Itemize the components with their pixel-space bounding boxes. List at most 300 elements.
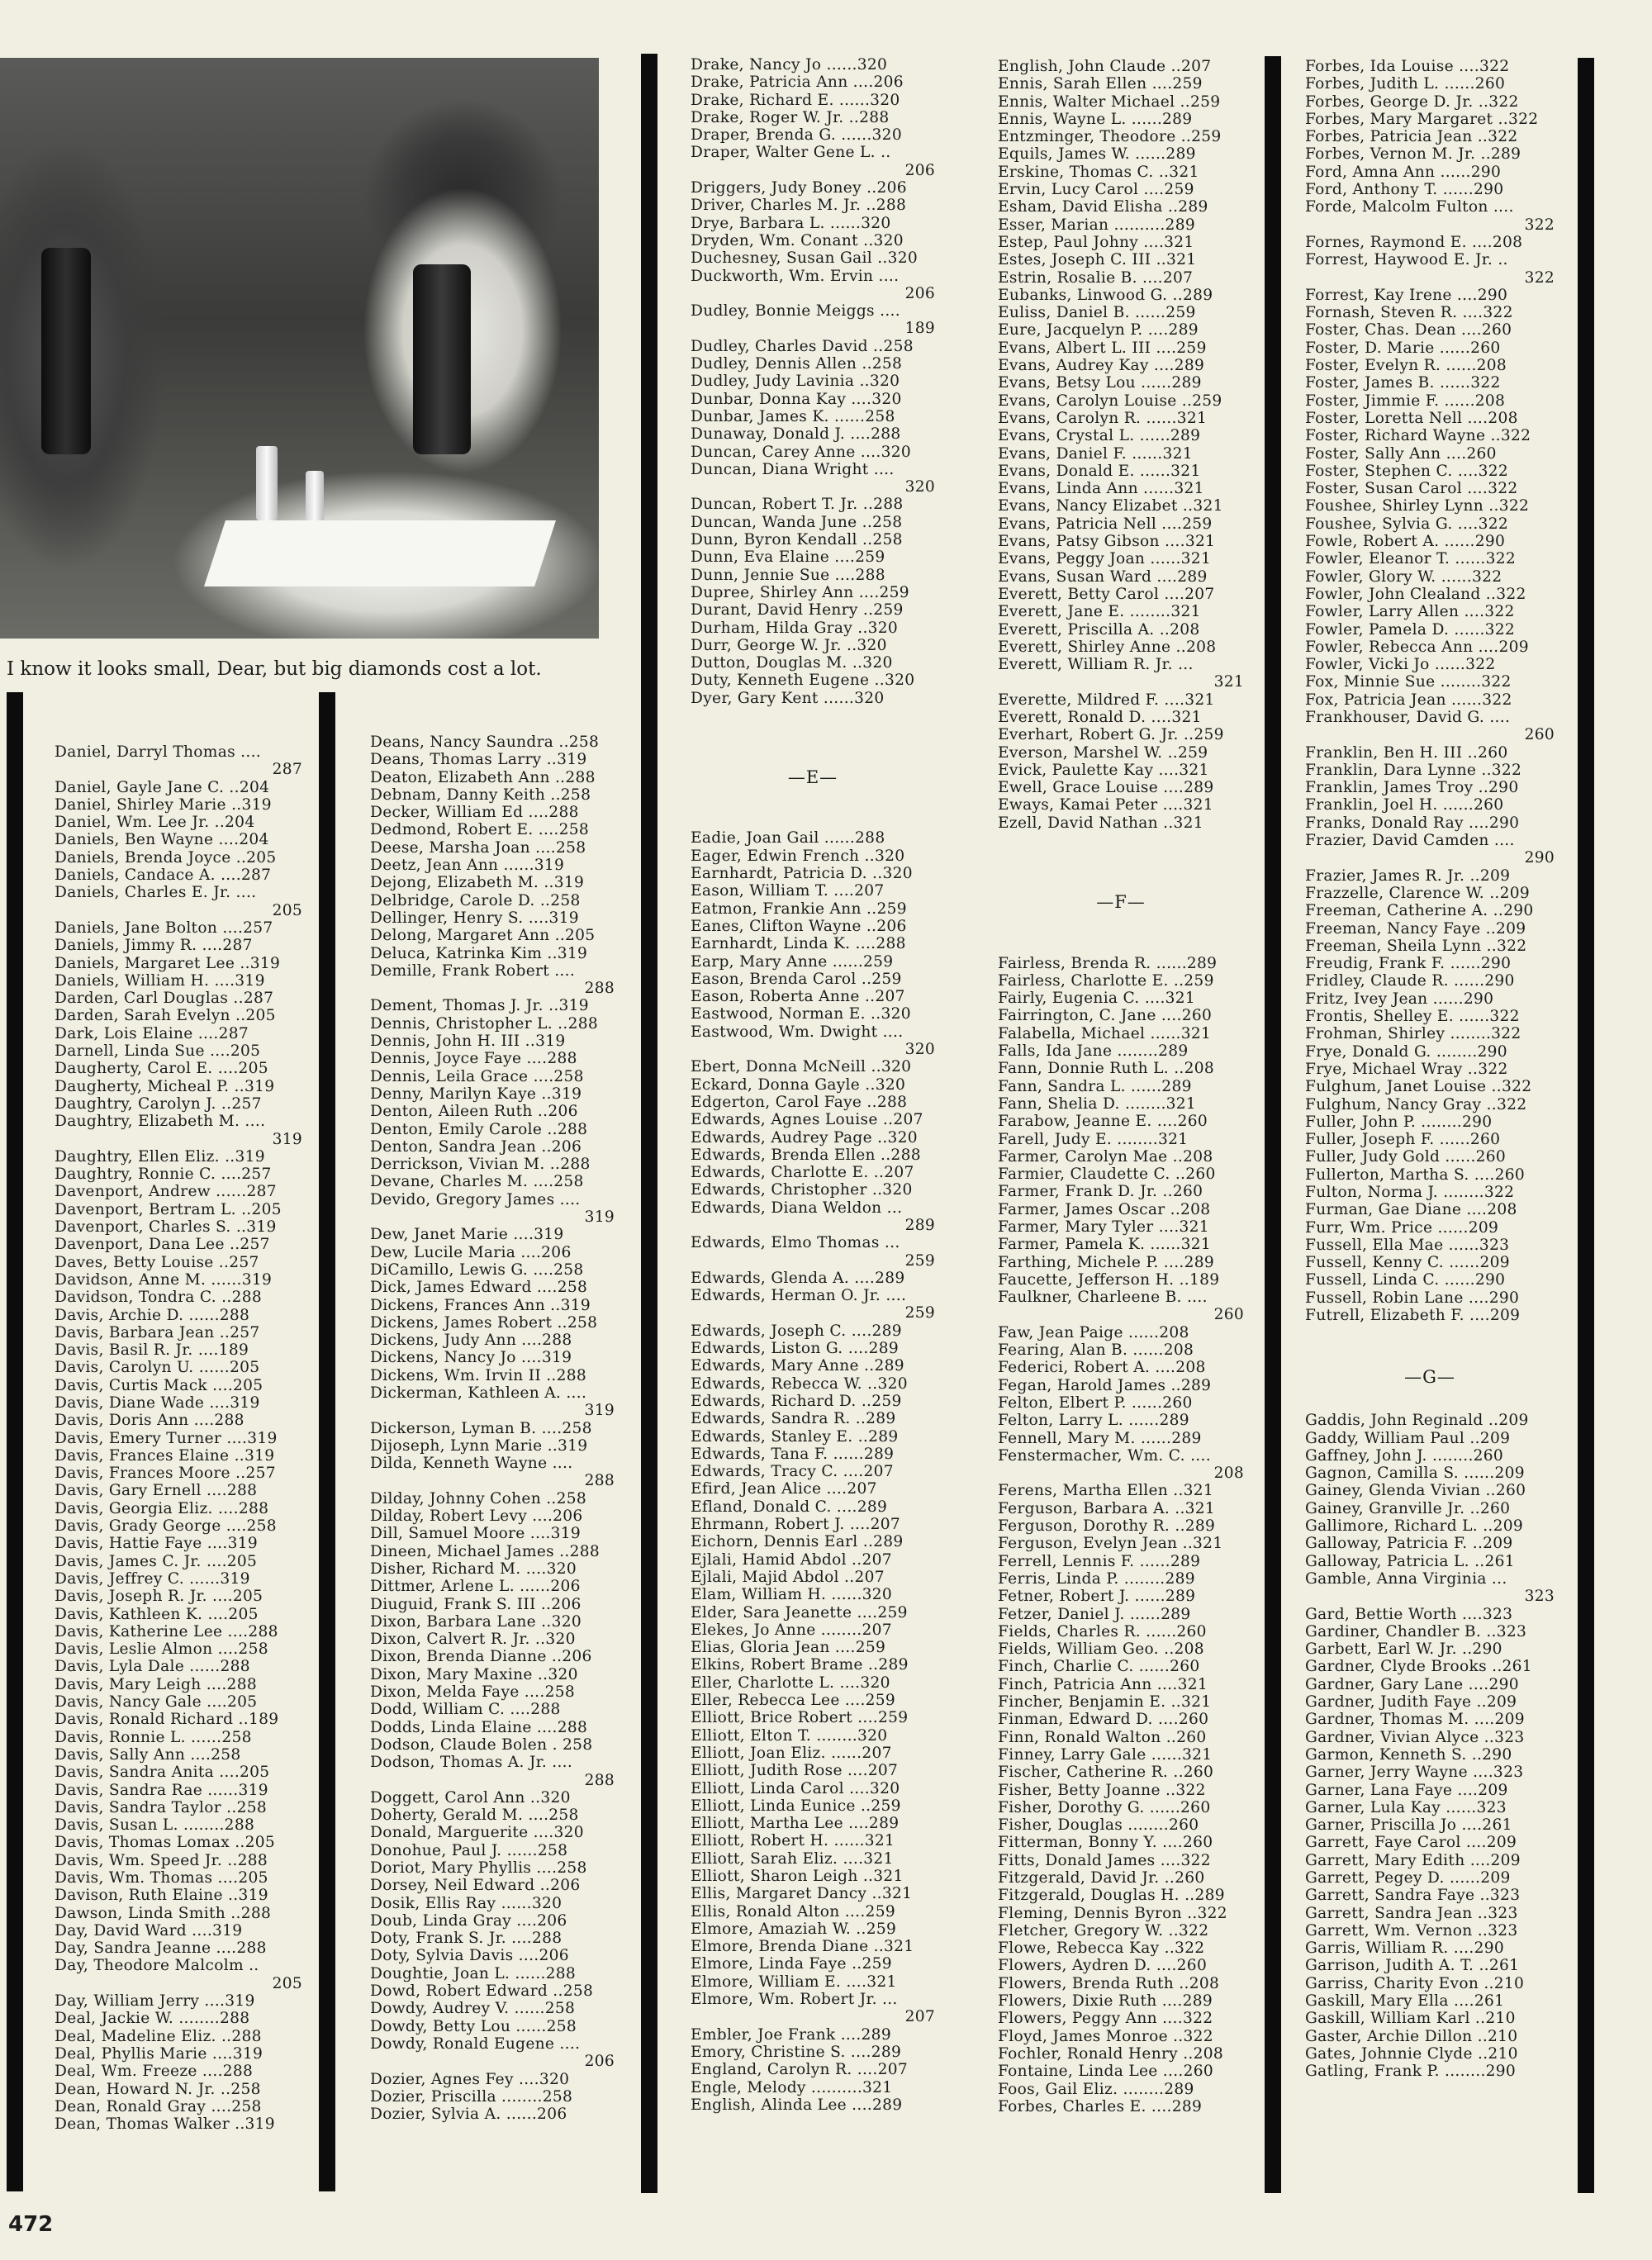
index-entry: Dennis, Leila Grace ....258 bbox=[370, 1067, 584, 1085]
index-entry: Fussell, Ella Mae ......323 bbox=[1305, 1236, 1510, 1254]
index-entry: Felton, Elbert P. ......260 bbox=[998, 1394, 1193, 1412]
index-entry: Eanes, Clifton Wayne ..206 bbox=[691, 917, 907, 935]
index-entry: Eadie, Joan Gail ......288 bbox=[691, 829, 885, 848]
spacer bbox=[691, 743, 935, 760]
index-entry: Dunn, Eva Elaine ....259 bbox=[691, 548, 885, 567]
index-entry: Durr, George W. Jr. ..320 bbox=[691, 636, 887, 654]
index-entry: Debnam, Danny Keith ..258 bbox=[370, 786, 591, 804]
index-entry: Frontis, Shelley E. ......322 bbox=[1305, 1008, 1520, 1026]
index-entry: Daniel, Gayle Jane C. ..204 bbox=[55, 778, 270, 796]
index-entry: Edwards, Agnes Louise ..207 bbox=[691, 1111, 923, 1129]
index-entry: Dodson, Thomas A. Jr. .... bbox=[370, 1754, 573, 1772]
index-entry: Eatmon, Frankie Ann ..259 bbox=[691, 900, 907, 918]
index-entry: Frankhouser, David G. .... bbox=[1305, 708, 1511, 726]
entry-page-ref: 322 bbox=[1524, 268, 1555, 287]
index-entry: Forrest, Kay Irene ....290 bbox=[1305, 286, 1508, 304]
index-entry: Davis, Leslie Almon ....258 bbox=[55, 1640, 268, 1659]
index-entry: Draper, Walter Gene L. .. bbox=[691, 144, 891, 162]
index-entry: Elmore, Amaziah W. ..259 bbox=[691, 1920, 897, 1938]
index-entry: Daugherty, Micheal P. ..319 bbox=[55, 1077, 275, 1095]
index-entry: Farmer, Frank D. Jr. ..260 bbox=[998, 1183, 1203, 1201]
index-entry: Ennis, Sarah Ellen ....259 bbox=[998, 75, 1203, 93]
index-entry: Dodson, Claude Bolen . 258 bbox=[370, 1735, 593, 1754]
index-entry: Dunbar, James K. ......258 bbox=[691, 407, 895, 425]
index-entry: Davis, Frances Elaine ..319 bbox=[55, 1446, 275, 1465]
index-entry: Garbett, Earl W. Jr. ..290 bbox=[1305, 1640, 1502, 1659]
index-entry: Edwards, Sandra R. ..289 bbox=[691, 1410, 896, 1428]
index-entry: Fairly, Eugenia C. ....321 bbox=[998, 990, 1196, 1008]
column-rule bbox=[319, 692, 335, 2191]
index-entry: Edwards, Liston G. ....289 bbox=[691, 1340, 899, 1358]
index-entry: Evans, Carolyn Louise ..259 bbox=[998, 392, 1222, 410]
index-entry: Elmore, Linda Faye ..259 bbox=[691, 1955, 892, 1973]
index-entry: Doty, Frank S. Jr. ....288 bbox=[370, 1930, 563, 1948]
index-entry: Fussell, Robin Lane ....290 bbox=[1305, 1289, 1520, 1307]
index-entry: Daniels, Charles E. Jr. .... bbox=[55, 884, 257, 902]
index-entry: Dixon, Melda Faye ....258 bbox=[370, 1683, 575, 1702]
index-entry: Everett, Jane E. ........321 bbox=[998, 603, 1201, 621]
index-entry: Garner, Jerry Wayne ....323 bbox=[1305, 1764, 1524, 1782]
entry-page-ref: 287 bbox=[272, 761, 302, 779]
index-entry: Galloway, Patricia F. ..209 bbox=[1305, 1535, 1513, 1553]
index-entry: Evans, Audrey Kay ....289 bbox=[998, 357, 1205, 375]
index-entry: Fenstermacher, Wm. C. .... bbox=[998, 1446, 1211, 1465]
entry-page-ref: 206 bbox=[904, 161, 935, 179]
index-entry: Forbes, Patricia Jean ..322 bbox=[1305, 128, 1518, 146]
index-entry: Devane, Charles M. ....258 bbox=[370, 1173, 584, 1191]
index-entry: Edwards, Tana F. ......289 bbox=[691, 1445, 895, 1463]
index-entry: Forbes, Mary Margaret ..322 bbox=[1305, 110, 1539, 128]
index-entry: Earnhardt, Patricia D. ..320 bbox=[691, 865, 913, 883]
index-entry: Edwards, Charlotte E. ..207 bbox=[691, 1164, 914, 1182]
entry-page-ref: 259 bbox=[904, 1304, 935, 1322]
index-entry: Dudley, Charles David ..258 bbox=[691, 337, 914, 355]
index-entry: Evans, Daniel F. ......321 bbox=[998, 444, 1193, 463]
index-entry: Edwards, Herman O. Jr. .... bbox=[691, 1287, 907, 1305]
entry-page-ref: 289 bbox=[904, 1217, 935, 1234]
index-entry: Everett, Shirley Anne ..208 bbox=[998, 638, 1217, 656]
index-entry: Eason, William T. ....207 bbox=[691, 882, 885, 900]
index-entry: Davenport, Bertram L. ..205 bbox=[55, 1200, 282, 1218]
index-entry: Edwards, Elmo Thomas ... bbox=[691, 1234, 900, 1252]
entry-page-ref: 205 bbox=[272, 901, 302, 919]
index-entry: Fowler, Eleanor T. ......322 bbox=[1305, 550, 1517, 568]
index-entry: Davis, Wm. Speed Jr. ..288 bbox=[55, 1851, 268, 1869]
index-entry: Davis, Basil R. Jr. ....189 bbox=[55, 1341, 249, 1360]
index-entry: Federici, Robert A. ....208 bbox=[998, 1359, 1206, 1377]
index-entry: Daughtry, Elizabeth M. .... bbox=[55, 1113, 266, 1131]
index-entry: Edwards, Diana Weldon ... bbox=[691, 1199, 903, 1217]
index-entry: Ervin, Lucy Carol ....259 bbox=[998, 181, 1194, 199]
index-entry: Dejong, Elizabeth M. ..319 bbox=[370, 874, 585, 892]
index-entry: Duncan, Diana Wright .... bbox=[691, 460, 895, 478]
page-number: 472 bbox=[8, 2212, 54, 2237]
index-entry: Fennell, Mary M. ......289 bbox=[998, 1429, 1202, 1447]
index-entry: Edwards, Christopher ..320 bbox=[691, 1181, 913, 1199]
index-entry: Dickens, James Robert ..258 bbox=[370, 1313, 598, 1332]
index-entry: Fowle, Robert A. ......290 bbox=[1305, 533, 1506, 551]
index-column bbox=[998, 58, 1244, 2115]
index-entry: Franks, Donald Ray ....290 bbox=[1305, 814, 1520, 832]
index-entry: Devido, Gregory James .... bbox=[370, 1190, 581, 1208]
index-entry: Dodd, William C. ....288 bbox=[370, 1701, 561, 1719]
index-entry: Gatling, Frank P. ........290 bbox=[1305, 2063, 1517, 2081]
index-entry: Fowler, Glory W. ......322 bbox=[1305, 567, 1502, 586]
index-entry: Fowler, John Clealand ..322 bbox=[1305, 585, 1526, 603]
index-entry: Fitzgerald, Douglas H. ..289 bbox=[998, 1887, 1225, 1905]
index-entry: Dudley, Dennis Allen ..258 bbox=[691, 355, 903, 373]
entry-page-ref: 189 bbox=[904, 320, 935, 338]
index-entry: Frazier, David Camden .... bbox=[1305, 832, 1515, 850]
index-entry: Edwards, Rebecca W. ..320 bbox=[691, 1375, 908, 1393]
index-entry: Dowdy, Ronald Eugene .... bbox=[370, 2034, 581, 2053]
index-entry: Doub, Linda Gray ....206 bbox=[370, 1911, 567, 1930]
index-entry: Garner, Priscilla Jo ....261 bbox=[1305, 1816, 1512, 1835]
index-entry: Elliott, Judith Rose ....207 bbox=[691, 1762, 899, 1780]
index-entry: Davis, Wm. Thomas ....205 bbox=[55, 1869, 268, 1887]
index-entry: Dowdy, Audrey V. ......258 bbox=[370, 2000, 576, 2018]
index-entry: Davis, Ronald Richard ..189 bbox=[55, 1711, 279, 1729]
index-entry: Davis, Joseph R. Jr. ....205 bbox=[55, 1588, 263, 1606]
index-entry: Fisher, Dorothy G. ......260 bbox=[998, 1798, 1211, 1816]
entry-page-ref: 288 bbox=[584, 1771, 615, 1789]
index-entry: Gaddy, William Paul ..209 bbox=[1305, 1429, 1511, 1447]
index-entry: Davis, Thomas Lomax ..205 bbox=[55, 1834, 276, 1852]
index-entry: Evans, Betsy Lou ......289 bbox=[998, 374, 1202, 392]
index-entry: Davison, Ruth Elaine ..319 bbox=[55, 1887, 268, 1905]
index-entry: Farmer, James Oscar ..208 bbox=[998, 1200, 1211, 1218]
index-entry: Fields, Charles R. ......260 bbox=[998, 1622, 1207, 1640]
index-entry: Foushee, Shirley Lynn ..322 bbox=[1305, 497, 1530, 515]
index-entry: Gardiner, Chandler B. ..323 bbox=[1305, 1622, 1527, 1640]
index-entry: Davis, Sandra Anita ....205 bbox=[55, 1764, 270, 1782]
index-entry: Disher, Richard M. ....320 bbox=[370, 1560, 577, 1578]
lab-papers bbox=[204, 520, 556, 586]
index-entry: Gard, Bettie Worth ....323 bbox=[1305, 1605, 1513, 1623]
index-entry: Day, Theodore Malcolm .. bbox=[55, 1957, 259, 1975]
index-column bbox=[55, 743, 302, 2133]
letter-heading: —G— bbox=[1404, 1366, 1455, 1387]
index-entry: Esham, David Elisha ..289 bbox=[998, 198, 1208, 216]
index-entry: Dudley, Bonnie Meiggs .... bbox=[691, 302, 900, 320]
index-entry: Fornash, Steven R. ....322 bbox=[1305, 304, 1513, 322]
index-entry: Dixon, Barbara Lane ..320 bbox=[370, 1612, 582, 1631]
index-entry: Day, David Ward ....319 bbox=[55, 1921, 243, 1940]
index-entry: Dozier, Sylvia A. ......206 bbox=[370, 2106, 567, 2124]
index-entry: Faulkner, Charleene B. .... bbox=[998, 1289, 1208, 1307]
entry-page-ref: 319 bbox=[584, 1208, 615, 1227]
index-entry: Dill, Samuel Moore ....319 bbox=[370, 1525, 582, 1543]
index-entry: Evans, Patricia Nell ....259 bbox=[998, 515, 1213, 533]
index-entry: Foster, James B. ......322 bbox=[1305, 374, 1501, 392]
index-entry: Edwards, Joseph C. ....289 bbox=[691, 1322, 902, 1340]
index-entry: Emory, Christine S. ....289 bbox=[691, 2043, 902, 2061]
index-entry: Davidson, Tondra C. ..288 bbox=[55, 1289, 262, 1307]
index-entry: Evans, Patsy Gibson ....321 bbox=[998, 533, 1216, 551]
index-entry: Edgerton, Carol Faye ..288 bbox=[691, 1093, 908, 1111]
index-entry: Dickens, Frances Ann ..319 bbox=[370, 1296, 591, 1314]
index-entry: Forbes, George D. Jr. ..322 bbox=[1305, 93, 1519, 111]
index-entry: Elliott, Linda Eunice ..259 bbox=[691, 1797, 901, 1815]
index-entry: Ennis, Wayne L. ......289 bbox=[998, 110, 1193, 128]
entry-page-ref: 208 bbox=[1213, 1465, 1244, 1483]
index-entry: Davis, Nancy Gale ....205 bbox=[55, 1693, 258, 1712]
index-entry: Farmer, Carolyn Mae ..208 bbox=[998, 1147, 1213, 1166]
index-entry: Euliss, Daniel B. ......259 bbox=[998, 304, 1196, 322]
index-entry: Entzminger, Theodore ..259 bbox=[998, 128, 1222, 146]
index-entry: Dittmer, Arlene L. ......206 bbox=[370, 1578, 581, 1596]
index-entry: Daniels, Ben Wayne ....204 bbox=[55, 831, 269, 849]
index-entry: Demille, Frank Robert .... bbox=[370, 961, 576, 980]
index-entry: Dupree, Shirley Ann ....259 bbox=[691, 583, 909, 601]
index-entry: Denton, Aileen Ruth ..206 bbox=[370, 1103, 578, 1121]
index-entry: Garrett, Faye Carol ....209 bbox=[1305, 1834, 1517, 1852]
index-entry: Deaton, Elizabeth Ann ..288 bbox=[370, 768, 596, 786]
index-entry: Elliott, Martha Lee ....289 bbox=[691, 1815, 900, 1833]
index-entry: Edwards, Audrey Page ..320 bbox=[691, 1128, 918, 1147]
index-entry: Davis, Gary Ernell ....288 bbox=[55, 1482, 258, 1500]
index-entry: Farabow, Jeanne E. ....260 bbox=[998, 1113, 1208, 1131]
index-entry: Elliott, Linda Carol ....320 bbox=[691, 1779, 900, 1797]
spacer bbox=[1305, 1342, 1555, 1360]
index-entry: Donald, Marguerite ....320 bbox=[370, 1824, 584, 1842]
index-entry: Gamble, Anna Virginia ... bbox=[1305, 1569, 1507, 1588]
index-entry: Davis, Barbara Jean ..257 bbox=[55, 1323, 260, 1341]
index-entry: Foster, Sally Ann ....260 bbox=[1305, 444, 1497, 463]
index-entry: Davis, Jeffrey C. ......319 bbox=[55, 1569, 250, 1588]
index-entry: Daughtry, Ronnie C. ....257 bbox=[55, 1166, 272, 1184]
index-entry: Davis, Sandra Rae ......319 bbox=[55, 1781, 268, 1799]
index-entry: Eways, Kamai Peter ....321 bbox=[998, 796, 1213, 814]
index-entry: Darden, Sarah Evelyn ..205 bbox=[55, 1007, 276, 1025]
index-entry: Everett, Ronald D. ....321 bbox=[998, 708, 1202, 726]
index-entry: Durant, David Henry ..259 bbox=[691, 601, 904, 620]
index-entry: Davis, Mary Leigh ....288 bbox=[55, 1675, 257, 1693]
index-entry: Darnell, Linda Sue ....205 bbox=[55, 1042, 261, 1061]
index-entry: Dennis, Joyce Faye ....288 bbox=[370, 1050, 577, 1068]
spacer bbox=[998, 867, 1244, 885]
index-entry: Falls, Ida Jane ........289 bbox=[998, 1042, 1189, 1061]
index-entry: Foster, Stephen C. ....322 bbox=[1305, 462, 1509, 480]
index-entry: Duncan, Wanda June ..258 bbox=[691, 513, 903, 531]
index-entry: Everson, Marshel W. ..259 bbox=[998, 743, 1208, 762]
index-entry: Davis, Doris Ann ....288 bbox=[55, 1412, 244, 1430]
entry-page-ref: 205 bbox=[272, 1974, 302, 1992]
index-entry: Dosik, Ellis Ray ......320 bbox=[370, 1894, 563, 1912]
index-entry: Dowdy, Betty Lou ......258 bbox=[370, 2017, 577, 2035]
index-entry: Duchesney, Susan Gail ..320 bbox=[691, 249, 919, 268]
index-entry: Davenport, Dana Lee ..257 bbox=[55, 1236, 270, 1254]
index-entry: Dijoseph, Lynn Marie ..319 bbox=[370, 1436, 588, 1455]
index-entry: Fuller, Judy Gold ......260 bbox=[1305, 1148, 1507, 1166]
letter-heading: —E— bbox=[787, 767, 838, 787]
index-entry: Daniel, Darryl Thomas .... bbox=[55, 743, 261, 761]
index-entry: Davenport, Andrew ......287 bbox=[55, 1183, 277, 1201]
index-entry: Fleming, Dennis Byron ..322 bbox=[998, 1904, 1227, 1922]
index-column bbox=[370, 734, 615, 2123]
index-entry: Fitts, Donald James ....322 bbox=[998, 1851, 1211, 1869]
index-entry: Freudig, Frank F. ......290 bbox=[1305, 955, 1512, 973]
index-entry: Forde, Malcolm Fulton .... bbox=[1305, 198, 1514, 216]
index-entry: Farell, Judy E. ........321 bbox=[998, 1130, 1189, 1148]
index-entry: Garris, William R. ....290 bbox=[1305, 1940, 1504, 1958]
index-entry: Freeman, Catherine A. ..290 bbox=[1305, 902, 1534, 920]
index-entry: Dean, Howard N. Jr. ..258 bbox=[55, 2080, 261, 2098]
index-entry: Fullerton, Martha S. ....260 bbox=[1305, 1166, 1526, 1184]
index-entry: Forbes, Ida Louise ....322 bbox=[1305, 58, 1510, 75]
index-entry: Frye, Michael Wray ..322 bbox=[1305, 1060, 1508, 1078]
index-entry: Farmer, Pamela K. ......321 bbox=[998, 1236, 1212, 1254]
index-entry: DiCamillo, Lewis G. ....258 bbox=[370, 1261, 584, 1279]
index-entry: Doughtie, Joan L. ......288 bbox=[370, 1964, 577, 1982]
index-entry: Dellinger, Henry S. ....319 bbox=[370, 909, 579, 927]
index-entry: Elmore, William E. ....321 bbox=[691, 1973, 897, 1991]
index-entry: Gaskill, William Karl ..210 bbox=[1305, 2010, 1516, 2028]
index-entry: Galloway, Patricia L. ..261 bbox=[1305, 1552, 1515, 1570]
index-entry: Dickerman, Kathleen A. .... bbox=[370, 1384, 587, 1402]
index-entry: Fischer, Catherine R. ..260 bbox=[998, 1764, 1214, 1782]
index-entry: Dilday, Robert Levy ....206 bbox=[370, 1507, 583, 1526]
index-entry: Engle, Melody ..........321 bbox=[691, 2078, 893, 2096]
index-entry: Duty, Kenneth Eugene ..320 bbox=[691, 672, 915, 690]
index-entry: Gaddis, John Reginald ..209 bbox=[1305, 1412, 1529, 1430]
index-entry: Ferens, Martha Ellen ..321 bbox=[998, 1482, 1214, 1500]
index-entry: Gardner, Thomas M. ....209 bbox=[1305, 1711, 1525, 1729]
entry-page-ref: 207 bbox=[904, 2008, 935, 2026]
index-entry: Frye, Donald G. ........290 bbox=[1305, 1042, 1507, 1061]
index-entry: Dickens, Wm. Irvin II ..288 bbox=[370, 1366, 587, 1384]
index-entry: Finch, Patricia Ann ....321 bbox=[998, 1675, 1208, 1693]
index-entry: Davis, Katherine Lee ....288 bbox=[55, 1622, 278, 1640]
index-entry: Foster, Evelyn R. ......208 bbox=[1305, 357, 1507, 375]
index-entry: Deal, Madeline Eliz. ..288 bbox=[55, 2027, 262, 2045]
index-entry: Flowers, Peggy Ann ....322 bbox=[998, 2010, 1213, 2028]
index-entry: Davis, Georgia Eliz. ....288 bbox=[55, 1499, 269, 1517]
index-entry: Davis, Hattie Faye ....319 bbox=[55, 1535, 258, 1553]
index-entry: Dean, Thomas Walker ..319 bbox=[55, 2115, 275, 2134]
index-entry: Gardner, Judith Faye ..209 bbox=[1305, 1693, 1517, 1712]
index-entry: Davenport, Charles S. ..319 bbox=[55, 1218, 277, 1237]
index-entry: Durham, Hilda Gray ..320 bbox=[691, 619, 899, 637]
index-entry: Finney, Larry Gale ......321 bbox=[998, 1745, 1213, 1764]
index-entry: Estep, Paul Johny ....321 bbox=[998, 233, 1194, 251]
index-entry: Dilda, Kenneth Wayne .... bbox=[370, 1455, 573, 1473]
index-entry: Fairless, Brenda R. ......289 bbox=[998, 954, 1218, 972]
index-entry: Elliott, Joan Eliz. ......207 bbox=[691, 1744, 892, 1762]
index-entry: Dixon, Mary Maxine ..320 bbox=[370, 1665, 578, 1683]
index-entry: Dryden, Wm. Conant ..320 bbox=[691, 231, 904, 249]
index-entry: Dickerson, Lyman B. ....258 bbox=[370, 1419, 592, 1437]
index-entry: Garrett, Mary Edith ....209 bbox=[1305, 1851, 1521, 1869]
index-entry: Evans, Carolyn R. ......321 bbox=[998, 409, 1208, 427]
index-entry: Darden, Carl Douglas ..287 bbox=[55, 990, 274, 1008]
spacer bbox=[1305, 1394, 1555, 1412]
index-entry: Elliott, Sharon Leigh ..321 bbox=[691, 1867, 904, 1885]
index-entry: Doherty, Gerald M. ....258 bbox=[370, 1807, 579, 1825]
index-entry: Driver, Charles M. Jr. ..288 bbox=[691, 197, 907, 215]
index-entry: Davis, Frances Moore ..257 bbox=[55, 1465, 276, 1483]
index-entry: Foster, Chas. Dean ....260 bbox=[1305, 321, 1512, 339]
index-entry: Frazier, James R. Jr. ..209 bbox=[1305, 866, 1511, 885]
index-entry: Daughtry, Carolyn J. ..257 bbox=[55, 1094, 262, 1113]
index-entry: Faucette, Jefferson H. ..189 bbox=[998, 1270, 1220, 1289]
index-entry: Everett, William R. Jr. ... bbox=[998, 656, 1194, 674]
index-entry: Fulghum, Nancy Gray ..322 bbox=[1305, 1095, 1527, 1113]
index-entry: Gagnon, Camilla S. ......209 bbox=[1305, 1465, 1525, 1483]
index-entry: Fulghum, Janet Louise ..322 bbox=[1305, 1078, 1532, 1096]
index-entry: Deans, Thomas Larry ..319 bbox=[370, 751, 587, 769]
index-entry: Draper, Brenda G. ......320 bbox=[691, 126, 902, 145]
index-entry: English, Alinda Lee ....289 bbox=[691, 2096, 903, 2114]
index-entry: Fetner, Robert J. ......289 bbox=[998, 1588, 1196, 1606]
entry-page-ref: 260 bbox=[1524, 726, 1555, 744]
reagent-bottle bbox=[256, 446, 278, 520]
index-entry: Forbes, Vernon M. Jr. ..289 bbox=[1305, 145, 1521, 164]
index-entry: Gardner, Clyde Brooks ..261 bbox=[1305, 1658, 1532, 1676]
index-entry: Delbridge, Carole D. ..258 bbox=[370, 891, 581, 909]
index-entry: Eager, Edwin French ..320 bbox=[691, 847, 905, 865]
index-entry: Ferguson, Dorothy R. ..289 bbox=[998, 1517, 1216, 1536]
index-entry: Garner, Lula Kay ......323 bbox=[1305, 1798, 1507, 1816]
index-entry: Fridley, Claude R. ......290 bbox=[1305, 972, 1515, 990]
index-entry: Garrett, Sandra Jean ..323 bbox=[1305, 1904, 1518, 1922]
index-entry: Evans, Donald E. ......321 bbox=[998, 462, 1201, 480]
index-entry: Dineen, Michael James ..288 bbox=[370, 1542, 600, 1560]
index-entry: Garriss, Charity Evon ..210 bbox=[1305, 1974, 1525, 1992]
index-entry: Elmore, Brenda Diane ..321 bbox=[691, 1938, 914, 1956]
index-entry: Dickens, Nancy Jo ....319 bbox=[370, 1349, 572, 1367]
index-entry: Eastwood, Wm. Dwight .... bbox=[691, 1023, 904, 1041]
index-entry: Forrest, Haywood E. Jr. .. bbox=[1305, 251, 1508, 269]
index-entry: Foster, Jimmie F. ......208 bbox=[1305, 392, 1506, 410]
index-entry: Erskine, Thomas C. ..321 bbox=[998, 163, 1199, 181]
index-entry: Ebert, Donna McNeill ..320 bbox=[691, 1058, 912, 1076]
index-entry: Fussell, Kenny C. ......209 bbox=[1305, 1254, 1510, 1272]
index-entry: Edwards, Richard D. ..259 bbox=[691, 1392, 902, 1410]
index-entry: Davis, Carolyn U. ......205 bbox=[55, 1359, 260, 1377]
index-entry: Dozier, Agnes Fey ....320 bbox=[370, 2070, 570, 2088]
entry-page-ref: 206 bbox=[904, 284, 935, 302]
entry-page-ref: 206 bbox=[584, 2053, 615, 2071]
index-entry: Elliott, Sarah Eliz. ....321 bbox=[691, 1849, 894, 1868]
index-entry: Dennis, John H. III ..319 bbox=[370, 1033, 566, 1051]
entry-page-ref: 319 bbox=[584, 1402, 615, 1420]
index-entry: Dixon, Calvert R. Jr. ..320 bbox=[370, 1631, 576, 1649]
index-entry: Dawson, Linda Smith ..288 bbox=[55, 1904, 272, 1922]
index-entry: Furr, Wm. Price ......209 bbox=[1305, 1218, 1499, 1237]
spacer bbox=[998, 919, 1244, 937]
index-entry: Eller, Charlotte L. ....320 bbox=[691, 1674, 890, 1692]
index-entry: Drye, Barbara L. ......320 bbox=[691, 214, 891, 232]
index-entry: Gates, Johnnie Clyde ..210 bbox=[1305, 2044, 1518, 2063]
index-entry: Gainey, Granville Jr. ..260 bbox=[1305, 1499, 1511, 1517]
index-entry: Fann, Shelia D. ........321 bbox=[998, 1094, 1197, 1113]
spacer bbox=[998, 849, 1244, 866]
photo-caption: I know it looks small, Dear, but big diamonds cost a lot. bbox=[7, 658, 542, 680]
index-entry: Daniels, William H. ....319 bbox=[55, 971, 265, 990]
index-entry: Drake, Patricia Ann ....206 bbox=[691, 74, 904, 92]
index-entry: Davis, James C. Jr. ....205 bbox=[55, 1552, 258, 1570]
index-entry: Donohue, Paul J. ......258 bbox=[370, 1841, 568, 1859]
entry-page-ref: 319 bbox=[272, 1130, 302, 1148]
index-entry: Dennis, Christopher L. ..288 bbox=[370, 1014, 598, 1033]
index-entry: Daniels, Candace A. ....287 bbox=[55, 866, 272, 885]
spacer bbox=[998, 832, 1244, 849]
index-entry: Gallimore, Richard L. ..209 bbox=[1305, 1517, 1524, 1536]
index-entry: Earp, Mary Anne ......259 bbox=[691, 952, 894, 971]
index-entry: Daniels, Margaret Lee ..319 bbox=[55, 954, 281, 972]
index-entry: Fitterman, Bonny Y. ....260 bbox=[998, 1834, 1213, 1852]
